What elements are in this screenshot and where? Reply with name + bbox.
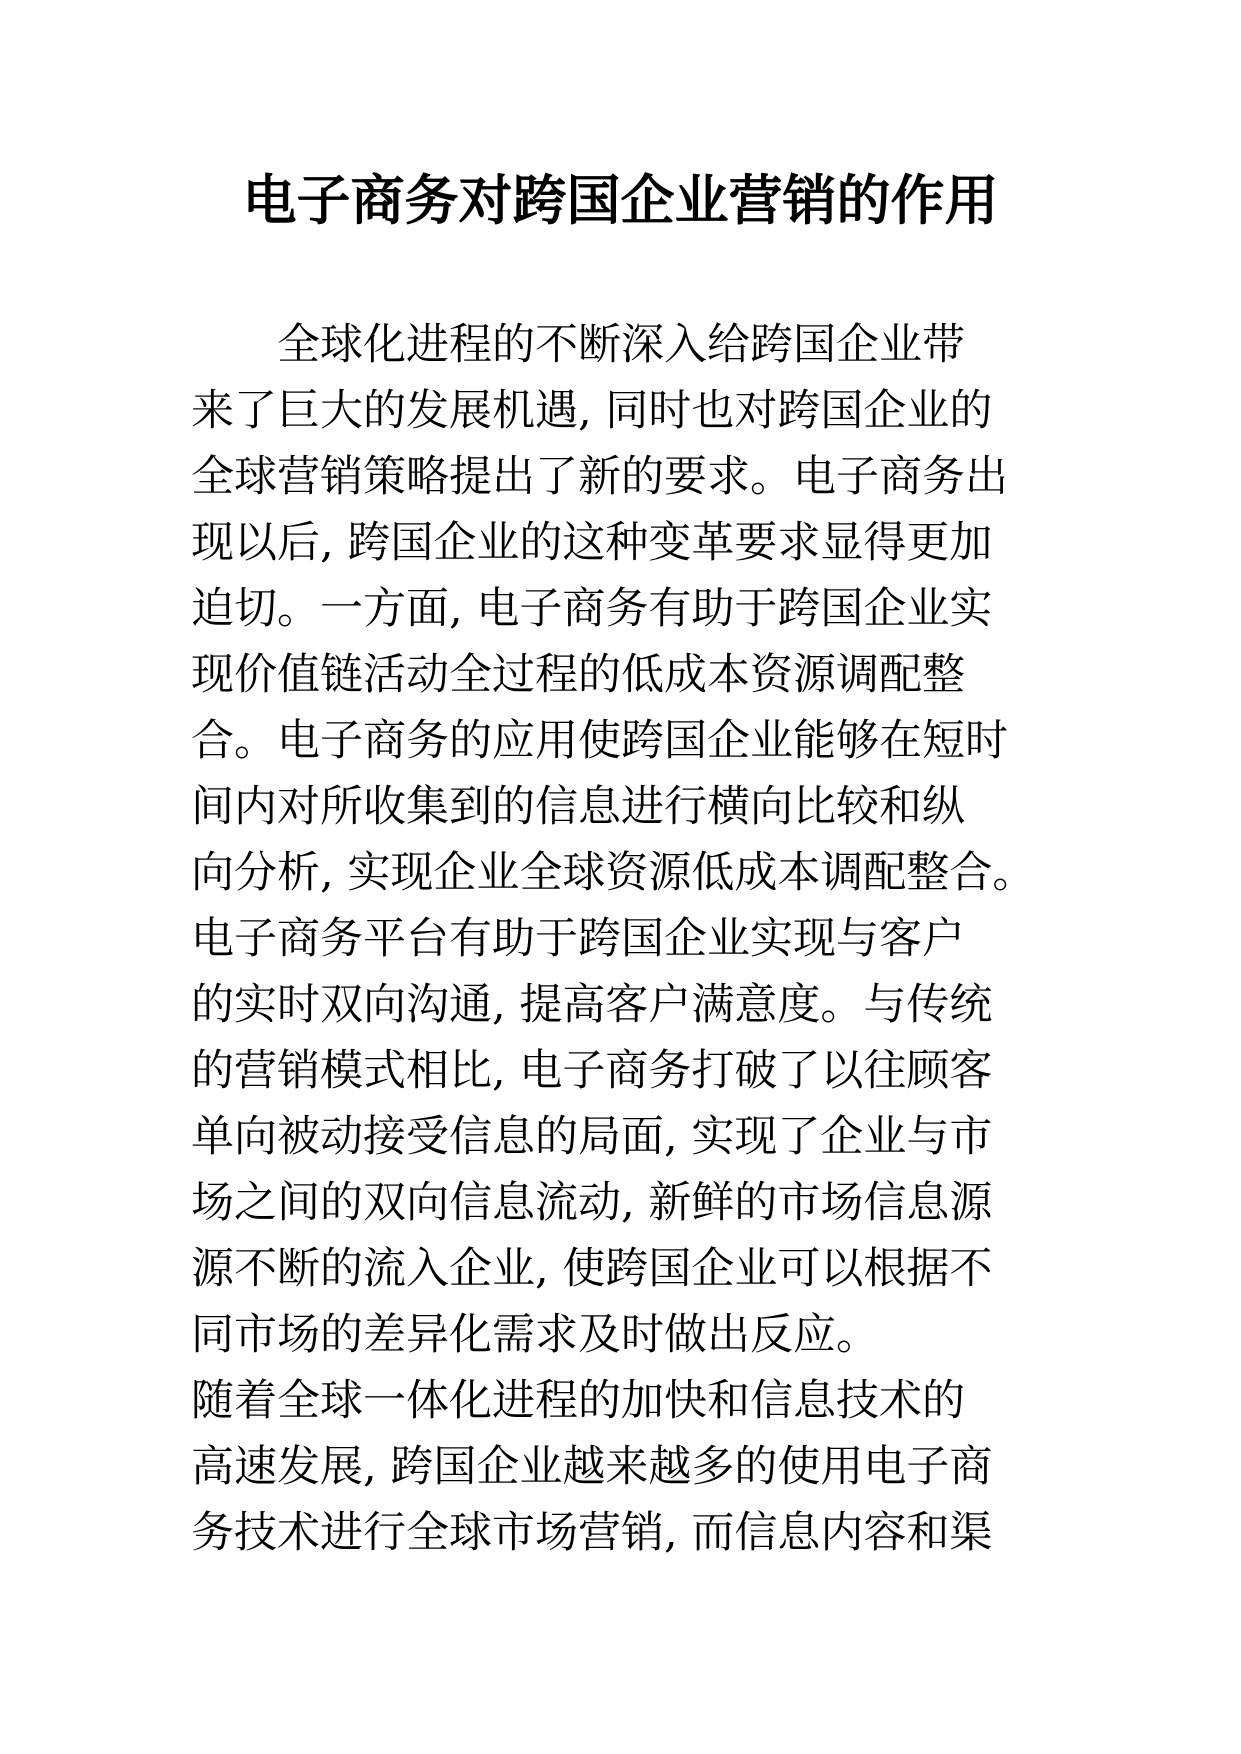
body-line: 随着全球一体化进程的加快和信息技术的 (191, 1376, 965, 1426)
body-line: 源不断的流入企业, 使跨国企业可以根据不 (191, 1244, 993, 1294)
body-line: 全球化进程的不断深入给跨国企业带 (191, 320, 965, 370)
body-line: 间内对所收集到的信息进行横向比较和纵 (191, 782, 965, 832)
body-line: 向分析, 实现企业全球资源低成本调配整合。 (191, 848, 1036, 898)
body-line: 的实时双向沟通, 提高客户满意度。与传统 (191, 980, 993, 1030)
body-line: 合。电子商务的应用使跨国企业能够在短时 (191, 716, 1008, 766)
body-line: 高速发展, 跨国企业越来越多的使用电子商 (191, 1442, 993, 1492)
body-line: 的营销模式相比, 电子商务打破了以往顾客 (191, 1046, 993, 1096)
body-line: 场之间的双向信息流动, 新鲜的市场信息源 (191, 1178, 993, 1228)
document-body (191, 312, 1091, 1566)
body-line: 迫切。一方面, 电子商务有助于跨国企业实 (191, 584, 993, 634)
body-line: 单向被动接受信息的局面, 实现了企业与市 (191, 1112, 993, 1162)
body-line: 同市场的差异化需求及时做出反应。 (191, 1310, 879, 1360)
body-line: 电子商务平台有助于跨国企业实现与客户 (191, 914, 965, 964)
body-line: 来了巨大的发展机遇, 同时也对跨国企业的 (191, 386, 993, 436)
body-line: 现价值链活动全过程的低成本资源调配整 (191, 650, 965, 700)
body-line: 全球营销策略提出了新的要求。电子商务出 (191, 452, 1008, 502)
body-line: 务技术进行全球市场营销, 而信息内容和渠 (191, 1508, 993, 1558)
body-line: 现以后, 跨国企业的这种变革要求显得更加 (191, 518, 993, 568)
document-title: 电子商务对跨国企业营销的作用 (242, 168, 999, 232)
